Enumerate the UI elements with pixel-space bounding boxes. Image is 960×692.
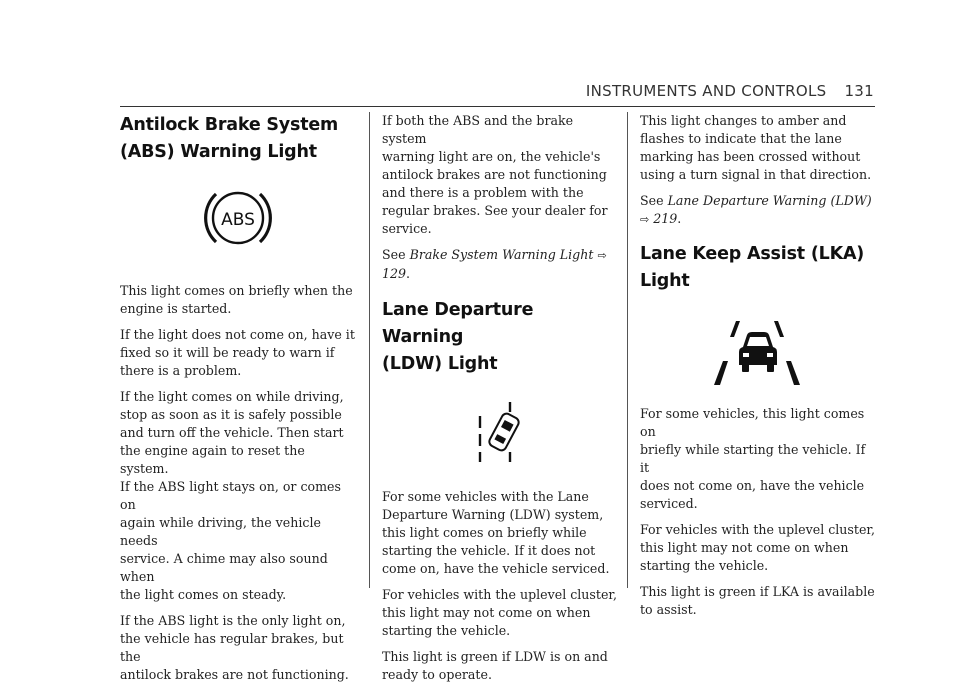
lka-paragraph: For vehicles with the uplevel cluster, this light may not come on when starting the vehicle. [640,522,876,573]
ldw-paragraph: This light changes to amber and flashes to indicate that the lane marking has been crossed without using a turn signal in that direction. [640,113,872,182]
ldw-heading: Lane Departure Warning (LDW) Light [382,300,534,374]
column-divider [627,112,628,588]
abs-paragraph: If the ABS light is the only light on, the vehicle has regular brakes, but the antilock brakes are not functioning. [120,613,349,682]
lka-paragraph: For some vehicles, this light comes on briefly while starting the vehicle. If it does not come on, have the vehicle serviced. [640,406,866,511]
brake-see-reference: See Brake System Warning Light ⇨ 129. [382,247,607,281]
ldw-paragraph: This light is green if LDW is on and ready to operate. [382,649,608,682]
brake-system-link[interactable]: Brake System Warning Light [409,247,594,262]
column-3 [640,112,876,627]
page-header [586,82,874,100]
lane-departure-icon [382,378,618,470]
column-1 [120,112,356,692]
brake-page-ref[interactable]: 129 [382,266,407,281]
ldw-link[interactable]: Lane Departure Warning (LDW) [667,193,872,208]
abs-paragraph: This light comes on briefly when the engine is started. [120,283,353,316]
page-number: 131 [844,82,874,100]
header-rule [120,106,875,107]
column-2 [382,112,618,692]
lka-paragraph: This light is green if LKA is available to assist. [640,584,875,617]
abs-brake-paragraph: If both the ABS and the brake system warning light are on, the vehicle's antilock brakes are not functioning and there is a problem with the regular brakes. See your dealer for service. [382,113,608,236]
abs-warning-icon [120,166,356,258]
lka-heading: Lane Keep Assist (LKA) Light [640,244,865,291]
ldw-see-reference: See Lane Departure Warning (LDW) ⇨ 219. [640,193,872,226]
abs-heading: Antilock Brake System (ABS) Warning Light [120,115,339,162]
ldw-page-ref[interactable]: 219 [653,211,678,226]
column-divider [369,112,370,588]
ldw-paragraph: For some vehicles with the Lane Departure Warning (LDW) system, this light comes on briefly while starting the vehicle. If it does not come on, have the vehicle serviced. [382,489,610,576]
section-title: INSTRUMENTS AND CONTROLS [585,82,827,100]
abs-paragraph: If the light does not come on, have it fixed so it will be ready to warn if there is a problem. [120,327,355,378]
abs-icon-label: ABS [221,210,255,230]
abs-paragraph: If the light comes on while driving, stop as soon as it is safely possible and turn off the vehicle. Then start the engine again to reset the system. If the ABS light stays on, or comes on again while driving, the vehicle needs service. A chime may also sound when the light comes on steady. [120,389,344,602]
page-ref-arrow-icon: ⇨ [597,249,607,262]
page-ref-arrow-icon: ⇨ [640,213,650,226]
ldw-paragraph: For vehicles with the uplevel cluster, this light may not come on when starting the vehicle. [382,587,618,638]
lane-keep-assist-icon [640,295,876,391]
